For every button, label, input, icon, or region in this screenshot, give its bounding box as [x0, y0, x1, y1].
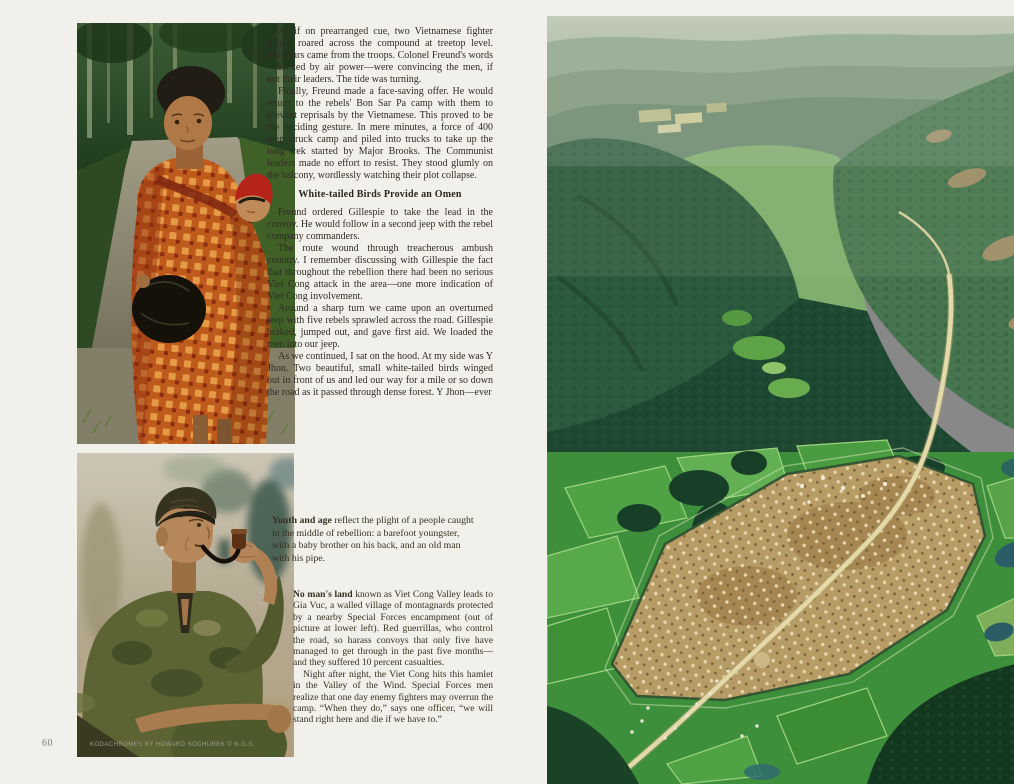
article-paragraph: As we continued, I sat on the hood. At my side was Y Jhon. Two beautiful, small white-tailed birds winged out in front of us and led our way for a mile or so down the road as it passed through dense forest. Y Jhon—ever [267, 351, 493, 398]
page-number: 60 [42, 738, 53, 749]
article-paragraph: As if on prearranged cue, two Vietnamese fighter planes roared across the compound at treetop level. Murmurs came from the troops. Colonel Freund's words—backed by air power—were convincing the men, if not their leaders. The tide was turning. [267, 26, 493, 85]
article-paragraph: Freund ordered Gillespie to take the lead in the convoy. He would follow in a second jeep with the rebel company commanders. [267, 207, 493, 242]
article-paragraph: The route wound through treacherous ambush country. I remember discussing with Gillespie the fact that throughout the rebellion there had been no serious Viet Cong attack in the area—one more indication of Viet Cong involvement. [267, 243, 493, 302]
caption-text: Night after night, the Viet Cong hits this hamlet in the Valley of the Wind. Special Forces men realize that one day enemy fighters may overrun the camp. “When they do,” says one officer, “we will stand right here and die if we have to.” [293, 668, 493, 726]
article-column [267, 26, 493, 399]
boy-with-baby-illustration [77, 23, 295, 444]
old-man-pipe-illustration [77, 453, 294, 757]
aerial-valley-illustration [547, 16, 1014, 784]
caption-lead: No man's land [293, 589, 353, 600]
caption-text: reflect the plight of a people caught in the middle of rebellion: a barefoot youngster, with a baby brother on his back, and an old man with his pipe. [272, 515, 474, 564]
caption-lead: Youth and age [272, 515, 332, 526]
section-heading: White-tailed Birds Provide an Omen [298, 189, 462, 200]
old-man-pipe-photo [77, 453, 294, 757]
caption-no-mans-land [293, 589, 493, 726]
photo-credit: KODACHROMES BY HOWARD SOCHUREK © N.G.S. [90, 742, 255, 748]
aerial-valley-photo [547, 16, 1014, 784]
article-paragraph: Around a sharp turn we came upon an overturned jeep with five rebels sprawled across the road. Gillespie braked, jumped out, and gave first aid. We loaded the men into our jeep. [267, 303, 493, 350]
caption-text: known as Viet Cong Valley leads to Gia Vuc, a walled village of montagnards protected by a nearby Special Forces encampment (out of picture at lower left). Red guerrillas, who control the road, so harass convoys that only five have managed to get through in the past five months—and they suffered 10 percent casualties. [293, 589, 493, 669]
boy-with-baby-photo [77, 23, 295, 444]
caption-youth-and-age [272, 515, 474, 565]
article-paragraph: Finally, Freund made a face-saving offer. He would return to the rebels' Bon Sar Pa camp with them to prevent reprisals by the Vietnamese. This proved to be the deciding gesture. In mere minutes, a force of 400 men struck camp and piled into trucks to take up the long trek started by Major Brooks. The Communist leaders made no effort to resist. They stood glumly on the balcony, wordlessly watching their plot collapse. [267, 86, 493, 181]
